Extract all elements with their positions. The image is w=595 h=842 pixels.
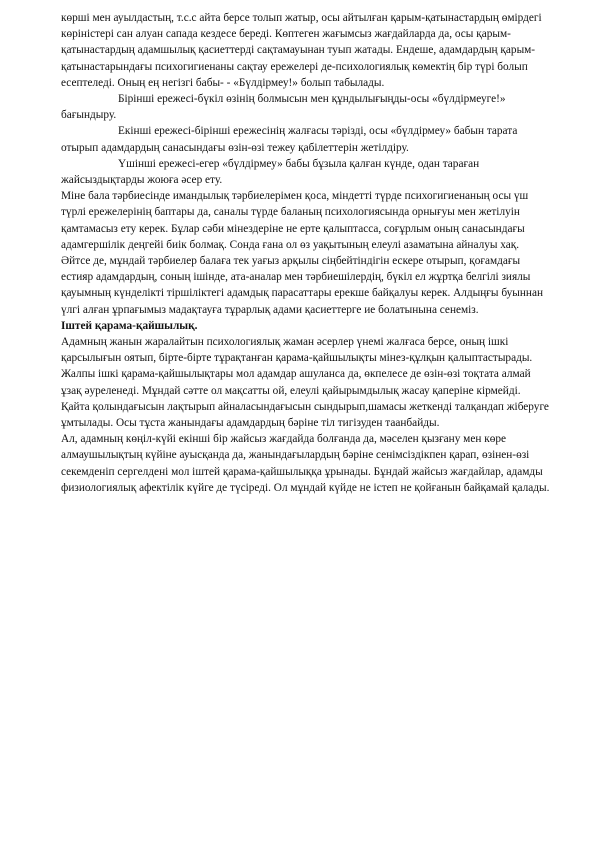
paragraph-conflict-2: Жалпы ішкі қарама-қайшылықтары мол адамдар ашуланса да, өкпелесе де өзін-өзі тоқтата алмай ұзақ әуреленеді. Мұндай сәтте ол мақсатты ой, елеулі қайырымдылық жасау қаперіне кірмейді. Қайта қолындағысын лақтырып айналасындағысын сындырып,шамасы жеткенді талқандап жіберуге ұмтылады. Осы тұста жанындағы адамдардың бәріне тіл тигізуден таанбайды. (61, 368, 549, 430)
paragraph-rule-1: Бірінші ережесі-бүкіл өзінің болмысын мен құндылығыңды-осы «бүлдірмеуге!» бағындыру. (61, 93, 506, 122)
paragraph-conflict-1: Адамның жанын жаралайтын психологиялық жаман әсерлер үнемі жалғаса берсе, оның ішкі қарсылығын оятып, бірте-бірте тұрақтанған қарама-қайшылықты мінез-құлқын қалыптастырады. (61, 336, 533, 365)
paragraph-intro: көрші мен ауылдастың, т.с.с айта берсе толып жатыр, осы айтылған қарым-қатынастардың өмірдегі көріністері сан алуан сапада кездесе береді. Көптеген жағымсыз жағдайларда да, осы қарым-қатынастардың адамшылық қасиеттерді сақтамауынан туып жатады. Ендеше, адамдардың қарым-қатынастарындағы психогигиенаны сақтау ережелері де-психологиялық көмектің бір түрі болып есептеледі. Оның ең негізгі бабы- - «Бүлдірмеу!» болып табылады. (61, 12, 542, 89)
document-page (61, 10, 551, 496)
section-heading: Іштей қарама-қайшылық. (61, 319, 198, 332)
paragraph-conflict-3: Ал, адамның көңіл-күйі екінші бір жайсыз жағдайда болғанда да, мәселен қызғану мен көре алмаушылықтың күйіне ауысқанда да, жанындағылардың бәріне сенімсіздікпен қарап, өзінен-өзі секемденіп сергелдені мол іштей қарама-қайшылыққа ұрынады. Бұндай жайсыз жағдайлар, адамды физиологиялық афектілік күйге де түсіреді. Ол мұндай күйде не істеп не қойғанын байқамай қалады. (61, 433, 550, 494)
paragraph-rule-2: Екінші ережесі-бірінші ережесінің жалғасы тәрізді, осы «бүлдірмеу» бабын тарата отырып адамдардың санасындағы өзін-өзі тежеу қабілеттерін жетілдіру. (61, 125, 518, 154)
paragraph-upbringing: Міне бала тәрбиесінде имандылық тәрбиелерімен қоса, міндетті түрде психогигиенаның осы үш түрлі ережелерінің баптары да, саналы түрде баланың психологиясында орнығуы мен жетілуін қамтамасыз ету керек. Бұлар сәби мінездеріне не ерте қалыптасса, соғұрлым оның санасындағы адамгершілік деңгейі биік болмақ. Сонда ғана ол өз уақытының елеулі азаматына айналуы хақ. Әйтсе де, мұндай тәрбиелер балаға тек уағыз арқылы сіңбейтіндігін ескере отырып, қоғамдағы естияр адамдардың, соның ішінде, ата-аналар мен тәрбиешілердің, бүкіл ел жұртқа белгілі зиялы қауымның күнделікті тіршіліктегі адамдық парасаттары ерекше байқалуы керек. Алдыңғы буыннан үлгі алған ұрпағымыз мадақтауға тұрарлық адами қасиеттерге ие болатынына сенеміз. (61, 190, 544, 316)
paragraph-rule-3: Үшінші ережесі-егер «бүлдірмеу» бабы бұзыла қалған күнде, одан тараған жайсыздықтарды жоюға әсер ету. (61, 157, 480, 187)
